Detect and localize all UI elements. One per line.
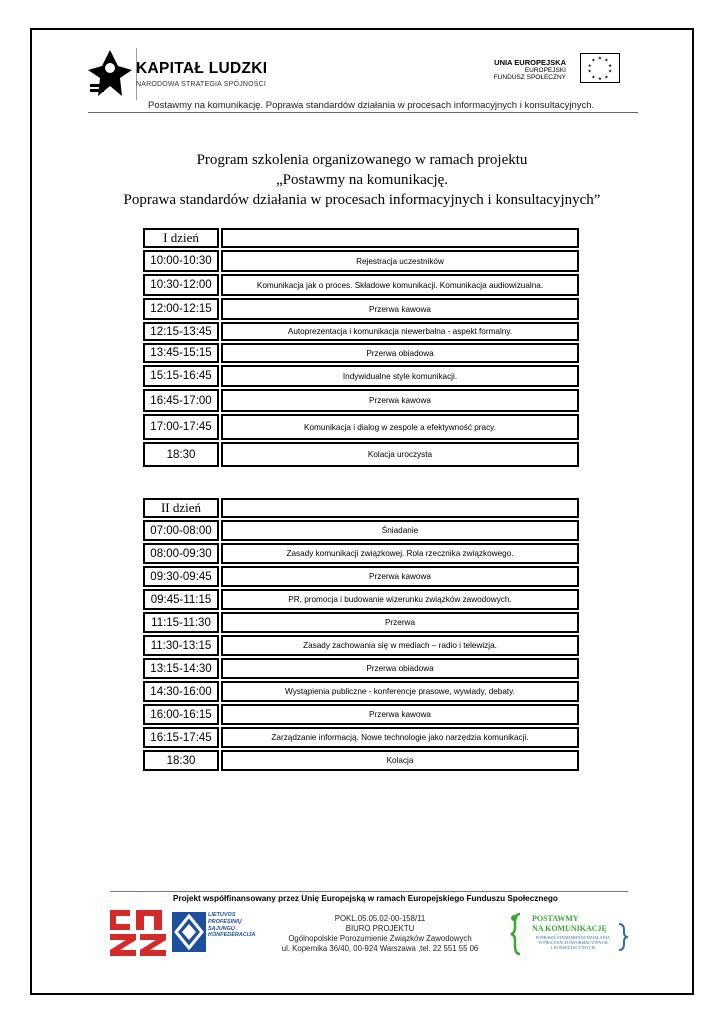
svg-text:★: ★ [608,63,613,69]
activity-cell: Zasady komunikacji związkowej. Rola rzecznika związkowego. [221,543,579,564]
lpsk-line-3: SĄJUNGŲ [208,925,235,932]
document-title [40,150,684,210]
activity-cell: Kolacja [221,750,579,771]
table-row [142,273,582,297]
time-cell: 18:30 [143,750,219,771]
activity-cell: Śniadanie [221,520,579,541]
time-cell: 16:45-17:00 [143,389,219,412]
table-row [142,519,582,542]
table-row [142,364,582,388]
table-row [142,542,582,565]
day1-label: I dzień [143,228,219,248]
table-row [142,611,582,634]
time-cell: 10:30-12:00 [143,274,219,296]
activity-cell: Indywidualne style komunikacji. [221,365,579,387]
table-row [142,441,582,468]
time-cell: 09:30-09:45 [143,566,219,587]
time-cell: 16:00-16:15 [143,704,219,725]
opzz-logo-icon [108,904,168,958]
time-cell: 15:15-16:45 [143,365,219,387]
table-row [142,388,582,413]
organization-name: Ogólnopolskie Porozumienie Związków Zawodowych [288,934,472,943]
svg-text:★: ★ [604,57,609,63]
activity-cell: Zasady zachowania się w mediach – radio i telewizja. [221,635,579,656]
table-row [142,726,582,749]
time-cell: 18:30 [143,442,219,467]
time-cell: 13:45-15:15 [143,343,219,363]
lpsk-text [208,912,255,939]
table-row [142,703,582,726]
header-rule [88,112,638,113]
day1-header-empty [221,228,579,248]
office-label: BIURO PROJEKTU [345,924,415,933]
brace-left-icon [508,910,528,958]
table-row [142,749,582,772]
activity-cell: Przerwa obiadowa [221,343,579,363]
svg-text:★: ★ [604,74,609,80]
lpsk-emblem-icon [172,912,206,952]
table-row [142,634,582,657]
eu-logo [484,44,626,94]
time-cell: 13:15-14:30 [143,658,219,679]
activity-cell: Przerwa kawowa [221,704,579,725]
lpsk-line-2: PROFESINIŲ [208,918,242,925]
pnk-line-5: I KONSULTACYJNYCH [551,945,595,950]
activity-cell: Wystąpienia publiczne - konferencje prasowe, wywiady, debaty. [221,681,579,702]
svg-text:★: ★ [587,63,592,69]
activity-cell: Przerwa [221,612,579,633]
activity-cell: PR, promocja i budowanie wizerunku związków zawodowych. [221,589,579,610]
eu-line-3: FUNDUSZ SPOŁECZNY [493,74,566,81]
time-cell: 11:30-13:15 [143,635,219,656]
table-row [142,321,582,342]
pnk-subtitle [536,935,610,950]
day2-label: II dzień [143,498,219,518]
title-line-3: Poprawa standardów działania w procesach informacyjnych i konsultacyjnych” [123,192,601,208]
activity-cell: Komunikacja i dialog w zespole a efektywność pracy. [221,414,579,440]
office-address: ul. Kopernika 36/40, 00-924 Warszawa ,tel. 22 551 55 06 [281,944,479,953]
svg-text:★: ★ [587,68,592,74]
day2-header-empty [221,498,579,518]
logo-subtitle: NARODOWA STRATEGIA SPÓJNOŚCI [136,81,267,88]
project-number: POKL.05.05.02-00-158/11 [334,914,426,923]
activity-cell: Przerwa obiadowa [221,658,579,679]
time-cell: 08:00-09:30 [143,543,219,564]
table-row [142,680,582,703]
brace-right-icon [616,922,628,952]
title-line-2: „Postawmy na komunikację. [275,172,449,188]
activity-cell: Rejestracja uczestników [221,250,579,272]
footer-rule [110,891,628,892]
time-cell: 12:00-12:15 [143,298,219,320]
project-office-info [270,914,490,954]
svg-text:★: ★ [591,57,596,63]
lpsk-line-4: KONFEDERACIJA [208,932,256,939]
eu-line-2: EUROPEJSKI [524,67,566,74]
svg-text:★: ★ [597,76,603,82]
time-cell: 10:00-10:30 [143,250,219,272]
logo-title: KAPITAŁ LUDZKI [136,60,268,77]
table-row [142,342,582,364]
eu-text [494,58,566,81]
time-cell: 12:15-13:45 [143,322,219,341]
activity-cell: Przerwa kawowa [221,566,579,587]
activity-cell: Przerwa kawowa [221,298,579,320]
pnk-line-1: POSTAWMY [532,914,579,923]
svg-text:★: ★ [591,74,596,80]
table-row [142,297,582,321]
activity-cell: Zarządzanie informacją. Nowe technologie jako narzędzia komunikacji. [221,727,579,748]
eu-line-1: UNIA EUROPEJSKA [494,58,566,67]
table-row [142,588,582,611]
time-cell: 16:15-17:45 [143,727,219,748]
lpsk-line-1: LIETUVOS [208,912,236,918]
day1-header-row [142,227,582,249]
activity-cell: Przerwa kawowa [221,389,579,412]
activity-cell: Kolacja uroczysta [221,442,579,467]
svg-text:★: ★ [608,68,613,74]
day2-header-row [142,497,582,519]
eu-flag-icon [580,53,620,83]
table-row [142,657,582,680]
activity-cell: Autoprezentacja i komunikacja niewerbalna - aspekt formalny. [221,322,579,341]
time-cell: 09:45-11:15 [143,589,219,610]
pnk-line-2: NA KOMUNIKACJĘ [532,924,607,933]
svg-text:★: ★ [597,55,603,61]
time-cell: 07:00-08:00 [143,520,219,541]
postawmy-logo [508,910,632,958]
table-row [142,249,582,273]
day1-schedule [142,227,582,468]
pnk-line-4: W PROCESACH INFORMACYJNYCH [538,940,608,945]
activity-cell: Komunikacja jak o proces. Składowe komunikacji. Komunikacja audiowizualna. [221,274,579,296]
time-cell: 14:30-16:00 [143,681,219,702]
table-row [142,565,582,588]
kapital-ludzki-logo [88,48,268,100]
pnk-line-3: POPRAWA STANDARDÓW DZIAŁANIA [536,935,610,940]
time-cell: 17:00-17:45 [143,414,219,440]
project-tagline: Postawmy na komunikację. Poprawa standardów działania w procesach informacyjnych i konsultacyjnych. [148,100,595,111]
title-line-1: Program szkolenia organizowanego w ramach projektu [196,152,528,168]
lpsk-logo [172,910,272,956]
time-cell: 11:15-11:30 [143,612,219,633]
day2-schedule [142,497,582,772]
cofinancing-note: Projekt współfinansowany przez Unię Europejską w ramach Europejskiego Funduszu Społecznego [173,894,558,903]
star-figure-icon [88,48,132,98]
table-row [142,413,582,441]
